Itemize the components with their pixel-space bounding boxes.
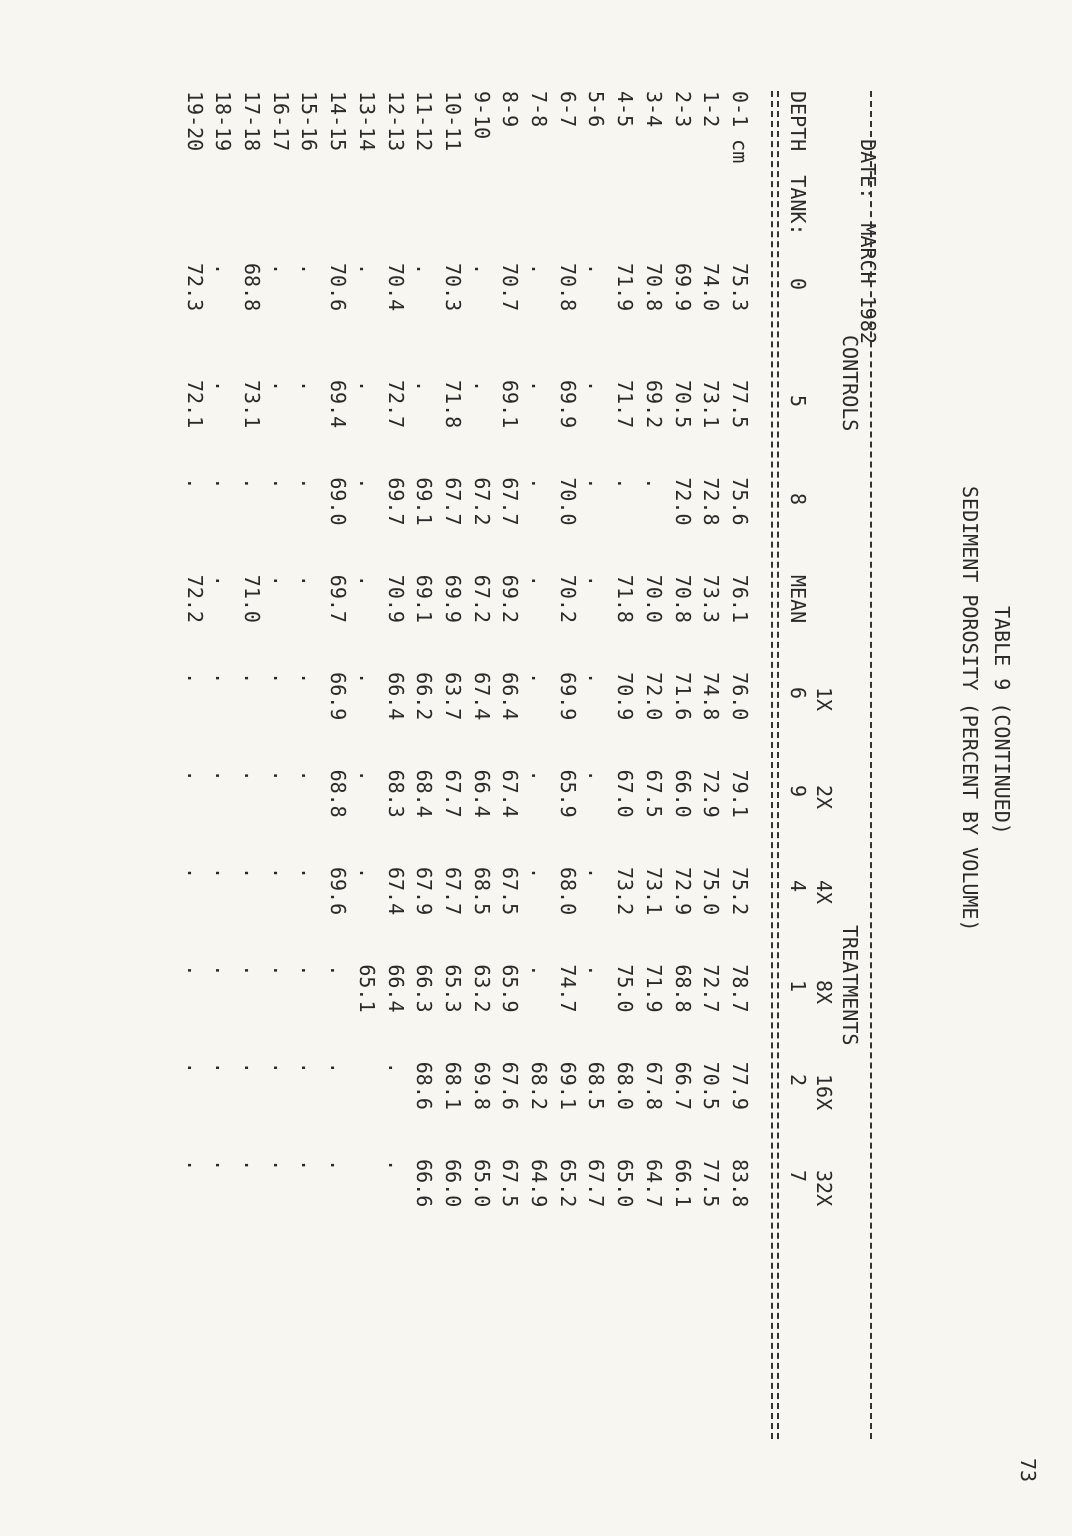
value-cell: . — [297, 574, 322, 587]
value-cell: . — [211, 263, 236, 276]
value-cell: . — [527, 380, 552, 393]
value-cell: . — [354, 574, 379, 587]
value-cell: 66.1 — [670, 1159, 695, 1208]
value-cell: 65.3 — [440, 964, 465, 1013]
table-row — [410, 91, 439, 1257]
value-cell: . — [584, 964, 609, 977]
value-cell: 71.8 — [440, 380, 465, 429]
value-cell: . — [641, 477, 666, 490]
value-cell: 67.5 — [498, 866, 523, 916]
value-cell: 72.9 — [670, 866, 695, 916]
value-cell: . — [527, 964, 552, 977]
multiplier-16x: 16X — [812, 1074, 836, 1111]
value-cell: 67.5 — [498, 1159, 523, 1208]
value-cell: . — [211, 380, 236, 393]
value-cell: 73.3 — [699, 574, 724, 623]
value-cell: 77.5 — [699, 1159, 724, 1208]
value-cell: 73.1 — [641, 866, 666, 916]
value-cell: . — [240, 964, 265, 977]
multiplier-2x: 2X — [812, 785, 836, 810]
value-cell — [352, 1062, 381, 1159]
header-rule-2 — [771, 91, 773, 1439]
tank-8: 8 — [786, 493, 810, 506]
value-cell: 66.3 — [412, 964, 437, 1013]
multiplier-8x: 8X — [812, 980, 836, 1005]
depth-cell: 11-12 — [412, 91, 437, 152]
value-cell: 69.6 — [326, 866, 351, 916]
value-cell: 66.4 — [469, 769, 494, 818]
value-cell: . — [297, 769, 322, 782]
value-cell: . — [182, 866, 207, 879]
value-cell: 67.2 — [469, 477, 494, 526]
value-cell: 78.7 — [728, 964, 752, 1013]
value-cell: 63.7 — [440, 672, 465, 721]
value-cell: 65.9 — [498, 964, 523, 1013]
table-row — [496, 91, 525, 1257]
value-cell: . — [182, 1061, 207, 1074]
value-cell: 69.4 — [326, 380, 351, 429]
value-cell: . — [182, 769, 207, 782]
value-cell: 69.1 — [412, 477, 437, 526]
depth-cell: 0-1 cm — [728, 91, 752, 164]
value-cell: . — [182, 672, 207, 685]
value-cell: . — [354, 672, 379, 685]
value-cell: 68.4 — [412, 769, 437, 818]
date-key: DATE: — [856, 139, 880, 200]
value-cell: 70.7 — [498, 263, 523, 312]
table-row — [725, 91, 754, 1257]
depth-cell: 5-6 — [584, 91, 609, 128]
value-cell: 69.9 — [440, 574, 465, 623]
value-cell: 66.4 — [383, 964, 408, 1013]
value-cell: 69.1 — [555, 1061, 580, 1110]
value-cell: . — [297, 380, 322, 393]
value-cell: 75.3 — [728, 263, 752, 312]
value-cell: . — [469, 380, 494, 393]
value-cell: . — [240, 672, 265, 685]
depth-cell: 12-13 — [383, 91, 408, 152]
value-cell: 72.0 — [670, 477, 695, 526]
value-cell: . — [268, 964, 293, 977]
value-cell: 79.1 — [728, 769, 752, 818]
value-cell: 73.1 — [240, 380, 265, 429]
table-row — [582, 91, 611, 1257]
depth-cell: 9-10 — [469, 91, 494, 140]
value-cell: . — [182, 1159, 207, 1172]
value-cell: . — [527, 769, 552, 782]
value-cell: . — [211, 964, 236, 977]
table-subtitle: SEDIMENT POROSITY (PERCENT BY VOLUME) — [958, 486, 982, 932]
value-cell: 67.8 — [641, 1061, 666, 1110]
tank-7: 7 — [786, 1170, 810, 1183]
value-cell: . — [383, 1159, 408, 1172]
value-cell: 65.9 — [555, 769, 580, 818]
multiplier-4x: 4X — [812, 880, 836, 905]
value-cell: . — [268, 477, 293, 490]
tank-5: 5 — [786, 395, 810, 408]
table-row — [295, 91, 324, 1257]
depth-cell: 14-15 — [326, 91, 351, 152]
value-cell: 74.7 — [555, 964, 580, 1013]
value-cell: 68.8 — [326, 769, 351, 818]
value-cell: 68.8 — [240, 263, 265, 312]
value-cell: 70.8 — [555, 263, 580, 312]
depth-cell: 2-3 — [670, 91, 695, 128]
value-cell: . — [240, 769, 265, 782]
value-cell: . — [354, 477, 379, 490]
value-cell: . — [268, 380, 293, 393]
value-cell: . — [297, 866, 322, 879]
value-cell: . — [240, 866, 265, 879]
value-cell: 72.9 — [699, 769, 724, 818]
value-cell: . — [527, 574, 552, 587]
value-cell: 72.7 — [699, 964, 724, 1013]
value-cell: 66.6 — [412, 1159, 437, 1208]
value-cell: 66.4 — [383, 672, 408, 721]
value-cell: . — [584, 263, 609, 276]
depth-cell: 13-14 — [354, 91, 379, 152]
treatments-header: TREATMENTS — [838, 925, 862, 1046]
value-cell: 69.2 — [498, 574, 523, 623]
page-number: 73 — [1016, 1458, 1040, 1483]
table-row — [668, 91, 697, 1257]
table-row — [467, 91, 496, 1257]
value-cell: 73.1 — [699, 380, 724, 429]
value-cell: . — [182, 477, 207, 490]
value-cell: . — [297, 477, 322, 490]
value-cell: . — [326, 964, 351, 977]
value-cell: 75.2 — [728, 866, 752, 916]
value-cell: 68.1 — [440, 1061, 465, 1110]
value-cell: 75.0 — [699, 866, 724, 916]
multiplier-32x: 32X — [812, 1170, 836, 1207]
value-cell: 66.2 — [412, 672, 437, 721]
value-cell: . — [469, 263, 494, 276]
value-cell: . — [326, 1061, 351, 1074]
depth-cell: 4-5 — [613, 91, 638, 128]
value-cell: 68.5 — [469, 866, 494, 916]
depth-cell: 15-16 — [297, 91, 322, 152]
value-cell: 67.7 — [498, 477, 523, 526]
table-row — [352, 91, 381, 1257]
value-cell: . — [211, 574, 236, 587]
value-cell: 71.7 — [613, 380, 638, 429]
value-cell: 71.0 — [240, 574, 265, 623]
value-cell: 67.7 — [440, 769, 465, 818]
value-cell: 69.1 — [412, 574, 437, 623]
value-cell: 70.0 — [641, 574, 666, 623]
tank-1: 1 — [786, 980, 810, 993]
value-cell: 65.0 — [469, 1159, 494, 1208]
value-cell: 71.9 — [641, 964, 666, 1013]
date-value: MARCH 1982 — [856, 223, 880, 344]
value-cell: 66.9 — [326, 672, 351, 721]
value-cell: 67.2 — [469, 574, 494, 623]
date-label — [832, 91, 904, 344]
value-cell: 64.7 — [641, 1159, 666, 1208]
value-cell — [352, 1159, 381, 1256]
table-row — [323, 91, 352, 1257]
value-cell: 64.9 — [527, 1159, 552, 1208]
value-cell: 72.2 — [182, 574, 207, 623]
value-cell: 65.0 — [613, 1159, 638, 1208]
value-cell: . — [268, 263, 293, 276]
value-cell: . — [527, 866, 552, 879]
table-row — [381, 91, 410, 1257]
table-row — [524, 91, 553, 1257]
value-cell: 67.0 — [613, 769, 638, 818]
value-cell: . — [584, 380, 609, 393]
depth-cell: 18-19 — [211, 91, 236, 152]
value-cell: 71.9 — [613, 263, 638, 312]
value-cell: 69.0 — [326, 477, 351, 526]
value-cell: 69.8 — [469, 1061, 494, 1110]
value-cell: 66.4 — [498, 672, 523, 721]
value-cell: . — [584, 672, 609, 685]
depth-cell: 10-11 — [440, 91, 465, 152]
tank-9: 9 — [786, 785, 810, 798]
value-cell: . — [211, 769, 236, 782]
value-cell: 67.4 — [383, 866, 408, 916]
value-cell: . — [240, 1159, 265, 1172]
value-cell: 70.5 — [670, 380, 695, 429]
value-cell: . — [268, 769, 293, 782]
value-cell: 74.8 — [699, 672, 724, 721]
value-cell: . — [584, 769, 609, 782]
value-cell: . — [354, 380, 379, 393]
value-cell: 68.0 — [555, 866, 580, 916]
table-title: TABLE 9 (CONTINUED) — [990, 606, 1014, 835]
value-cell: 72.0 — [641, 672, 666, 721]
value-cell: 68.5 — [584, 1061, 609, 1110]
value-cell: 69.9 — [555, 380, 580, 429]
value-cell: 70.4 — [383, 263, 408, 312]
value-cell: 63.2 — [469, 964, 494, 1013]
value-cell: 67.7 — [440, 477, 465, 526]
value-cell: 68.2 — [527, 1061, 552, 1110]
value-cell: . — [268, 1159, 293, 1172]
value-cell: . — [297, 964, 322, 977]
value-cell: 66.0 — [670, 769, 695, 818]
value-cell: 77.9 — [728, 1061, 752, 1110]
depth-cell: 8-9 — [498, 91, 523, 128]
value-cell: . — [211, 1159, 236, 1172]
table-row — [237, 91, 266, 1257]
value-cell: 70.8 — [641, 263, 666, 312]
value-cell: 72.3 — [182, 263, 207, 312]
value-cell: 69.7 — [383, 477, 408, 526]
value-cell: 83.8 — [728, 1159, 752, 1208]
value-cell: 67.7 — [584, 1159, 609, 1208]
depth-cell: 7-8 — [527, 91, 552, 128]
value-cell: . — [297, 672, 322, 685]
value-cell: 69.9 — [555, 672, 580, 721]
value-cell: 67.6 — [498, 1061, 523, 1110]
value-cell: . — [412, 263, 437, 276]
value-cell: 70.9 — [383, 574, 408, 623]
value-cell: . — [268, 672, 293, 685]
tank-0: 0 — [786, 278, 810, 291]
value-cell: 71.6 — [670, 672, 695, 721]
value-cell: 68.6 — [412, 1061, 437, 1110]
value-cell: . — [182, 964, 207, 977]
header-rule-1 — [777, 91, 779, 1439]
value-cell: . — [268, 574, 293, 587]
value-cell: . — [240, 1061, 265, 1074]
depth-cell: 19-20 — [182, 91, 207, 152]
value-cell: 70.8 — [670, 574, 695, 623]
mean-label: MEAN — [786, 575, 810, 624]
value-cell: 67.5 — [641, 769, 666, 818]
tank-6: 6 — [786, 687, 810, 700]
value-cell: . — [354, 866, 379, 879]
value-cell: . — [297, 1061, 322, 1074]
value-cell: 73.2 — [613, 866, 638, 916]
depth-cell: 16-17 — [268, 91, 293, 152]
value-cell: . — [297, 263, 322, 276]
value-cell: . — [613, 477, 638, 490]
value-cell: 69.1 — [498, 380, 523, 429]
value-cell: . — [354, 769, 379, 782]
value-cell: 75.6 — [728, 477, 752, 526]
table-row — [697, 91, 726, 1257]
value-cell: . — [527, 263, 552, 276]
value-cell: 65.1 — [354, 964, 379, 1013]
value-cell: . — [211, 866, 236, 879]
value-cell: 70.2 — [555, 574, 580, 623]
value-cell: 69.9 — [670, 263, 695, 312]
multiplier-1x: 1X — [812, 687, 836, 712]
value-cell: . — [326, 1159, 351, 1172]
value-cell: . — [412, 380, 437, 393]
value-cell: 67.9 — [412, 866, 437, 916]
depth-cell: 6-7 — [555, 91, 580, 128]
value-cell: . — [268, 866, 293, 879]
value-cell: . — [383, 1061, 408, 1074]
top-rule — [870, 91, 872, 1439]
value-cell: . — [584, 574, 609, 587]
depth-tank-label: DEPTH TANK: — [786, 91, 810, 236]
value-cell: 68.0 — [613, 1061, 638, 1110]
table-row — [438, 91, 467, 1257]
tank-4: 4 — [786, 880, 810, 893]
value-cell: 70.6 — [326, 263, 351, 312]
value-cell: . — [211, 1061, 236, 1074]
table-row — [639, 91, 668, 1257]
value-cell: 68.8 — [670, 964, 695, 1013]
tank-2: 2 — [786, 1074, 810, 1087]
table-row — [553, 91, 582, 1257]
value-cell: 66.7 — [670, 1061, 695, 1110]
depth-cell: 1-2 — [699, 91, 724, 128]
value-cell: . — [584, 866, 609, 879]
porosity-table — [180, 91, 754, 1257]
value-cell: 67.7 — [440, 866, 465, 916]
value-cell: 76.0 — [728, 672, 752, 721]
value-cell: 69.7 — [326, 574, 351, 623]
value-cell: 72.8 — [699, 477, 724, 526]
value-cell: . — [297, 1159, 322, 1172]
value-cell: 76.1 — [728, 574, 752, 623]
value-cell: 67.4 — [469, 672, 494, 721]
value-cell: . — [584, 477, 609, 490]
value-cell: . — [240, 477, 265, 490]
value-cell: 70.3 — [440, 263, 465, 312]
controls-header: CONTROLS — [838, 335, 862, 432]
table-row — [209, 91, 238, 1257]
porosity-table-body — [180, 91, 754, 1257]
value-cell: 70.0 — [555, 477, 580, 526]
value-cell: 67.4 — [498, 769, 523, 818]
value-cell: 74.0 — [699, 263, 724, 312]
value-cell: 77.5 — [728, 380, 752, 429]
value-cell: . — [354, 263, 379, 276]
value-cell: . — [211, 477, 236, 490]
value-cell: 72.7 — [383, 380, 408, 429]
value-cell: 68.3 — [383, 769, 408, 818]
table-row — [266, 91, 295, 1257]
value-cell: 65.2 — [555, 1159, 580, 1208]
value-cell: 69.2 — [641, 380, 666, 429]
value-cell: 70.5 — [699, 1061, 724, 1110]
value-cell: 71.8 — [613, 574, 638, 623]
value-cell: . — [211, 672, 236, 685]
value-cell: 75.0 — [613, 964, 638, 1013]
value-cell: . — [527, 477, 552, 490]
depth-cell: 17-18 — [240, 91, 265, 152]
value-cell: . — [268, 1061, 293, 1074]
depth-cell: 3-4 — [641, 91, 666, 128]
value-cell: 70.9 — [613, 672, 638, 721]
table-row — [180, 91, 209, 1257]
value-cell: 72.1 — [182, 380, 207, 429]
value-cell: 66.0 — [440, 1159, 465, 1208]
table-row — [610, 91, 639, 1257]
value-cell: . — [527, 672, 552, 685]
